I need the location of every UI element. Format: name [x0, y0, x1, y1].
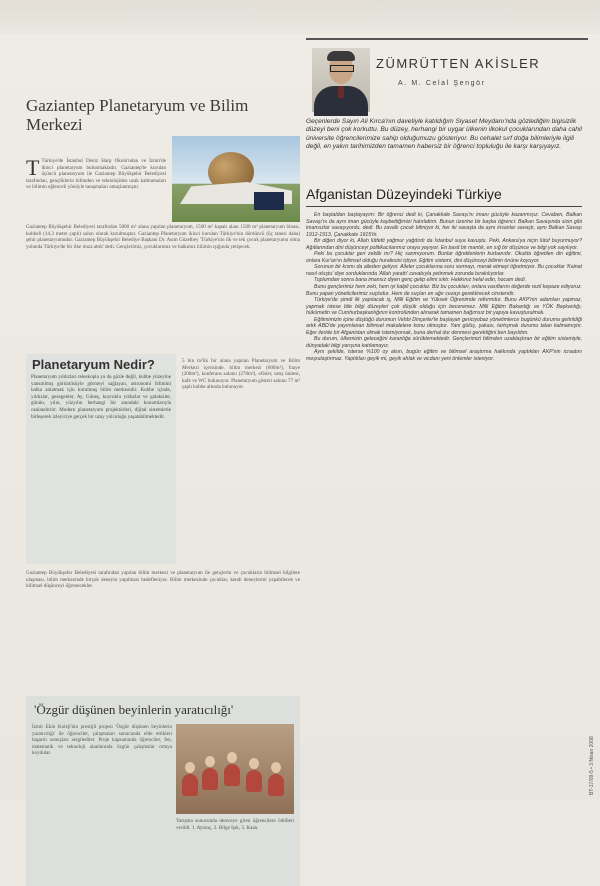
article-lead	[26, 155, 166, 191]
page-fold-shadow	[0, 0, 600, 34]
student-head	[249, 758, 259, 769]
column-article-text	[306, 212, 582, 363]
paragraph: Aynı şekilde, isterse %100 oy alsın, bugün eğitim ve bilimsel araştırma hakkında yaptıkları AKP'nin icraatını meşrulaştırmaz. Yaptıkları geyik mi, geyik ahlak ve vicdanı yeni önlemler isteniyor.	[306, 349, 582, 363]
paragraph: Bu durum, ülkemizin geleceğini karanlığa sürüklemektedir. Gençlerimizi bilimden uzaklaştıran bir eğitim sistemiyle, dünyadaki bilgi yarışına katılamayız.	[306, 336, 582, 349]
paragraph: Sorunun bir kısmı da aileden geliyor. Aileler çocuklarına soru sormayı, merak etmeyi öğretmiyor. Bu çocuklar 'Kainat nasıl oluştu' diye sorduklarında 'Allah yarattı' cevabıyla yetinmek zorunda bırakılıyorlar.	[306, 264, 582, 277]
planetarium-article	[26, 96, 300, 831]
student-head	[271, 762, 281, 773]
student-figure	[246, 770, 262, 792]
creativity-text: İzmir Ekin Koleji'nin prestijli projesi 'Özgür düşünen beyinlerin yaratıcılığı' ile öğrenciler, çalışmaları sonucunda elde ettikleri başarılı sonuçları sergilediler. Proje kapsamında öğrenciler, fen, matematik ve teknoloji alanlarında özgün çalışmalar ortaya koydular.	[32, 724, 172, 757]
column-author: A. M. Celal Şengör	[398, 80, 486, 87]
paragraph: Peki bu çocuklar geri zekâlı mı? Hiç sanmıyorum. Bunlar öğretilenlerin kurbanıdır. Okulda öğretilen din eğitimi, onlara Kur'an'ın bilimsel olduğu hurafesini işliyor. Eğitim sistemi, dini düşünceyi bilimin önüne koyuyor.	[306, 251, 582, 264]
article-body-2: Gaziantep Büyükşehir Belediyesi tarafından yapılan bilim merkezi ve planetaryum ile gençlerin ve çocukların bilimsel bilgilere ulaşması, bilim merkezinde birçok deneyin yapılması hedefleniyor. Bilim merkezinde çocuklar, kendi deneylerini yapabilecek ve bilimsel düşünceyi öğrenecekler.	[26, 570, 300, 590]
article-body: Gaziantep Büyükşehir Belediyesi tarafından 5000 m² alana yapılan planetaryum, 1500 m² kapalı alanı 1500 m² planetaryum binası, kubbeli (14,3 metre çaplı) salon olarak kurulmuştur. Gaziantep Planetaryum ikinci kurulan Türkiye'nin dördüncü (üç tanesi daha) şehir planetaryumudur. Gaziantep Büyükşehir Belediye Başkanı Dr. Asım Güzelbey 'Türkiye'nin ilk ve tek çocuk planetaryumu olma yolunda Türkiye'de bir ilke imza attık' dedi. Gençlerimiz, çocuklarımız ve halkımız bilimin ışığında yetişecek.	[26, 224, 300, 250]
lead-text: Türkiye'de İstanbul Deniz Harp Okulu'ndan ve İzmir'de ikinci planetaryum bulunmaktadır. Gaziantep'te kurulan üçüncü planetaryum ile Gaziantep Büyükşehir Belediyesi tarafından, gençliklerin bilimden ve teknolojiden uzak kalmamaları ve bilimin eğlenceli yönüyle tanışmaları amaçlanmıştır.	[26, 158, 166, 191]
student-figure	[202, 768, 218, 790]
building-wing	[254, 192, 284, 210]
student-figure	[268, 774, 284, 796]
paragraph: Türkiye'de şimdi ilk yapılacak iş, Milli Eğitim ve Yüksek Öğrenimde reformdur. Bunu AKP'nin adamları yapmaz, yapmak istese bile bilgi düzeyleri çok düşük olduğu için beceremez. Milli Eğitim Bakanlığı ve YÖK Başkanlığı, hükümetin ve Cumhurbaşkanlığının kontrolünden alınarak tamamen bağımsız bir yapıya kavuşturulmalı.	[306, 297, 582, 317]
paragraph: Bunu gençlerimiz hem zeki, hem iyi kalpli çocuklar. Biz bu çocukları, onlara vasıflarını değerde rezil kepaze ediyoruz. Bunu yapan yöneticilerimiz suçludur. Hem de suçları en ağır cezayı gerektirecek cinstendir.	[306, 284, 582, 297]
article-title: Gaziantep Planetaryum ve Bilim Merkezi	[26, 96, 249, 134]
author-portrait	[312, 48, 370, 112]
creativity-title: 'Özgür düşünen beyinlerin yaratıcılığı'	[34, 702, 234, 717]
author-glasses	[330, 65, 354, 72]
creativity-article	[26, 696, 300, 886]
paragraph: Bir diğeri diyor ki, Allah lütfetti yağmur yağdırdı da İstanbul suya kavuştu. Peki, Ankara'ya niçin lütuf buyurmuyor? Ağıtlarından dini düşünceyi politikacılarımız oraya yayıyor. En basit bir mantık, en sığ bir düşünce ve bilgi yok sayılıyor.	[306, 238, 582, 251]
article-side-text: 5 bin m²lik bir alana yapılan Planetaryum ve Bilim Merkezi içerisinde, bilim merkezi (600m²), fuaye (200m²), konferans salonu (270m²), ofisler, satış ünitesi, kafe ve WC bulunuyor. Planetaryum gösteri salonu 77 m² çaplı kubbe altında bulunuyor.	[182, 358, 300, 391]
creativity-text-2: Yarışma sonucunda dereceye giren öğrencilere ödülleri verildi. 1. Aytunç, 2. Bilge Işık, 3. Kaan.	[176, 818, 294, 831]
students-photo	[176, 724, 294, 814]
column-name: ZÜMRÜTTEN AKİSLER	[376, 56, 541, 71]
column-article-title: Afganistan Düzeyindeki Türkiye	[306, 186, 582, 207]
opinion-column	[306, 38, 588, 793]
paragraph: En baştaldan başlayayım: Bir öğrenci dedi ki, Çanakkale Savaşı'nı imanı gücüyle kazanmışız. Cevaben, Balkan Savaşı'nı da aynı iman gücüyle kaybettiğimizi hatırlattım. Bunun üzerine bir başka öğrenci: Balkan Savaşında sizin gibi imansızlar savaşıyordu, dedi. Bu zavallı çocuk bilmiyor ki, her iki savaşta da aynı insanlar savaştı, aynı Balkan Savaşı 1912-1913, Çanakkale 1915'tir.	[306, 212, 582, 238]
page-side-note: BT-17/09-5 • 3 Nisan 2008	[589, 736, 595, 795]
author-hair	[327, 51, 355, 61]
column-header	[306, 38, 588, 110]
student-figure	[182, 774, 198, 796]
paragraph: Toplumdan sonra bana imansız diyen genç gelip elimi sıktı: Hakkınız helal edin, hocam dedi.	[314, 277, 527, 284]
student-head	[185, 762, 195, 773]
paragraph: Eğitimimizin içine düştüğü durumun Vehbi Dinçerler'le başlayan gericiyobaz yönetimlerce bugünkü duruma getirildiği artık ABD'de yayımlanan bilimsel makalelere konu olmuştur. Yani gülüş, şakası, tartışmalı durumu talan kalmamıştır. Eğer ileride bir Afganistan olmak istemiyorsak, buna derhal dur denmesi gerektiğini ben bayıldım.	[306, 316, 582, 336]
planetarium-photo	[172, 136, 300, 222]
box-text: Planetaryum yıldızları teleskopla ya da gözle değil, kubbe yüzeyine yansıtılmış görüntüsüyle görmeyi sağlayan, astronomi bilimini halka anlatmak için kurulmuş bilim merkezidir. Kubbe içinde, yıldızlar, gezegenler, Ay, Güneş, kuyruklu yıldızlar ve galaksiler, günün, yılın, yüzyılın herhangi bir anındaki konumlarıyla canlandırılır. Modern planetaryum projektörleri, dijital sistemlerle birleşerek izleyiciye gerçek bir uzay yolculuğu yaşatabilmektedir.	[31, 374, 171, 420]
author-tie	[338, 86, 344, 98]
planetarium-info-box	[26, 354, 176, 564]
drop-cap: T	[26, 155, 40, 180]
box-title: Planetaryum Nedir?	[32, 357, 155, 372]
column-intro: Geçenlerde Sayın Ali Kırca'nın davetiyle katıldığım Siyaset Meydanı'nda gözlediğim bigisizlik düzeyi beni çok korkuttu. Bu düzey, herhangi bir uygar ülkenin ilkokul çocuklarından daha cahil üniversite öğrencilerimize sahip olduğumuzu gösteriyor. Bu cehalet sırf doğa bilimleriyle ilgili değil, en yakın tarihimizden tamamen habersiz bir öğrenci topluluğu ile karşı karşıyayız.	[306, 118, 582, 151]
student-head	[227, 752, 237, 763]
student-figure	[224, 764, 240, 786]
student-head	[205, 756, 215, 767]
